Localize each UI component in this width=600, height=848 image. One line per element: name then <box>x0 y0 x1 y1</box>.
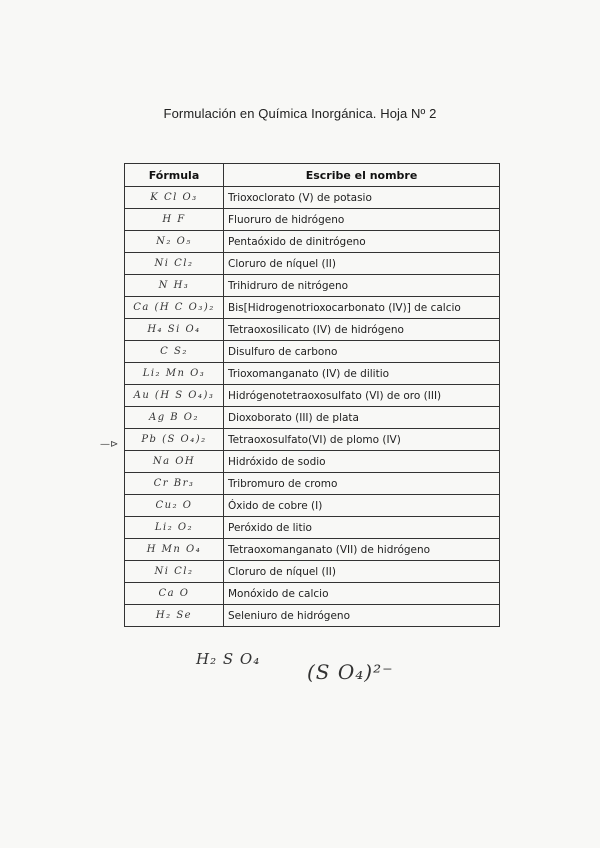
formula-cell: N₂ O₅ <box>125 231 224 253</box>
table-row <box>125 495 500 517</box>
formula-cell: Ca O <box>125 583 224 605</box>
name-cell: Dioxoborato (III) de plata <box>224 407 500 429</box>
formula-cell: Cu₂ O <box>125 495 224 517</box>
formula-cell: Ni Cl₂ <box>125 561 224 583</box>
table-row <box>125 407 500 429</box>
formula-cell: H₄ Si O₄ <box>125 319 224 341</box>
formula-cell: Ca (H C O₃)₂ <box>125 297 224 319</box>
formula-cell: H Mn O₄ <box>125 539 224 561</box>
name-cell: Fluoruro de hidrógeno <box>224 209 500 231</box>
header-formula: Fórmula <box>125 164 224 187</box>
name-cell: Monóxido de calcio <box>224 583 500 605</box>
formula-cell: Ni Cl₂ <box>125 253 224 275</box>
table-row <box>125 473 500 495</box>
formula-cell: Cr Br₃ <box>125 473 224 495</box>
name-cell: Tetraoxosulfato(VI) de plomo (IV) <box>224 429 500 451</box>
name-cell: Peróxido de litio <box>224 517 500 539</box>
table-row <box>125 341 500 363</box>
table-row <box>125 385 500 407</box>
name-cell: Óxido de cobre (I) <box>224 495 500 517</box>
table-row <box>125 187 500 209</box>
formulation-table <box>124 163 500 627</box>
table-row <box>125 429 500 451</box>
name-cell: Cloruro de níquel (II) <box>224 253 500 275</box>
handwritten-note: (S O₄)²⁻ <box>307 660 394 684</box>
name-cell: Cloruro de níquel (II) <box>224 561 500 583</box>
table-row <box>125 253 500 275</box>
formula-cell: Pb (S O₄)₂ <box>125 429 224 451</box>
name-cell: Tribromuro de cromo <box>224 473 500 495</box>
header-name: Escribe el nombre <box>224 164 500 187</box>
table-row <box>125 275 500 297</box>
table-row <box>125 297 500 319</box>
name-cell: Disulfuro de carbono <box>224 341 500 363</box>
name-cell: Hidrógenotetraoxosulfato (VI) de oro (III) <box>224 385 500 407</box>
name-cell: Tetraoxosilicato (IV) de hidrógeno <box>224 319 500 341</box>
table-row <box>125 517 500 539</box>
formula-cell: Na OH <box>125 451 224 473</box>
table-body <box>125 187 500 627</box>
formula-cell: Li₂ O₂ <box>125 517 224 539</box>
table-row <box>125 231 500 253</box>
name-cell: Seleniuro de hidrógeno <box>224 605 500 627</box>
table-row <box>125 605 500 627</box>
table-header-row <box>125 164 500 187</box>
formula-cell: Au (H S O₄)₃ <box>125 385 224 407</box>
table-row <box>125 451 500 473</box>
name-cell: Pentaóxido de dinitrógeno <box>224 231 500 253</box>
name-cell: Trioxomanganato (IV) de dilitio <box>224 363 500 385</box>
table-row <box>125 209 500 231</box>
formula-cell: N H₃ <box>125 275 224 297</box>
formula-cell: H F <box>125 209 224 231</box>
table-row <box>125 363 500 385</box>
margin-arrow-mark: —⊳ <box>100 439 119 450</box>
page-title: Formulación en Química Inorgánica. Hoja Nº 2 <box>163 106 437 121</box>
table-row <box>125 561 500 583</box>
formula-cell: C S₂ <box>125 341 224 363</box>
formula-cell: K Cl O₃ <box>125 187 224 209</box>
table-row <box>125 319 500 341</box>
name-cell: Tetraoxomanganato (VII) de hidrógeno <box>224 539 500 561</box>
formula-cell: Ag B O₂ <box>125 407 224 429</box>
formula-cell: H₂ Se <box>125 605 224 627</box>
table-row <box>125 539 500 561</box>
name-cell: Trihidruro de nitrógeno <box>224 275 500 297</box>
name-cell: Hidróxido de sodio <box>224 451 500 473</box>
name-cell: Trioxoclorato (V) de potasio <box>224 187 500 209</box>
formula-cell: Li₂ Mn O₃ <box>125 363 224 385</box>
handwritten-note: H₂ S O₄ <box>196 650 261 668</box>
table-row <box>125 583 500 605</box>
name-cell: Bis[Hidrogenotrioxocarbonato (IV)] de calcio <box>224 297 500 319</box>
